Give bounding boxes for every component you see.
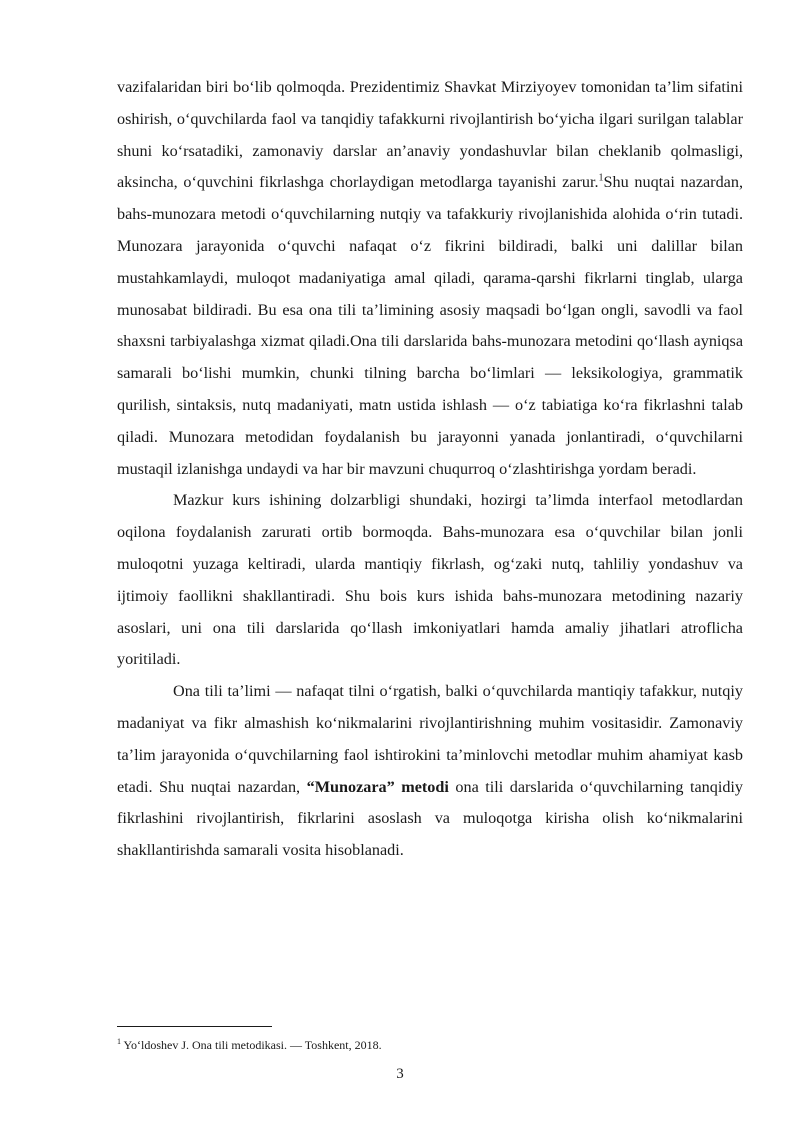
paragraph-3-part-1: Ona tili ta’limi — nafaqat tilni o‘rgatish, balki o‘quvchilarda mantiqiy tafakkur, nutqiy madaniyat va fikr almashish ko‘nikmalarini rivojlantirishning muhim vositasidir. Zamonaviy ta’lim jarayonida o‘quvchilarning faol ishtirokini ta’minlovchi metodlar muhim ahamiyat kasb etadi. Shu nuqtai nazardan, — [117, 682, 743, 796]
footnote-separator — [117, 1026, 272, 1027]
body-text — [117, 72, 743, 867]
paragraph-1-part-1: vazifalaridan biri bo‘lib qolmoqda. Prezidentimiz Shavkat Mirziyoyev tomonidan ta’lim sifatini oshirish, o‘quvchilarda faol va tanqidiy tafakkurni rivojlantirish bo‘yicha ilgari surilgan talablar shuni ko‘rsatadiki, zamonaviy darslar an’anaviy yondashuvlar bilan cheklanib qolmasligi, aksincha, o‘quvchini fikrlashga chorlaydigan metodlarga tayanishi zarur. — [117, 78, 743, 192]
page-number: 3 — [396, 1066, 404, 1082]
paragraph-1 — [117, 72, 743, 485]
footnote-text: Yo‘ldoshev J. Ona tili metodikasi. — Toshkent, 2018. — [121, 1038, 382, 1052]
bold-term: “Munozara” metodi — [306, 777, 449, 796]
paragraph-1-part-2: Shu nuqtai nazardan, bahs-munozara metodi o‘quvchilarning nutqiy va tafakkuriy rivojlanishida alohida o‘rin tutadi. Munozara jarayonida o‘quvchi nafaqat o‘z fikrini bildiradi, balki uni dalillar bilan mustahkamlaydi, muloqot madaniyatiga amal qiladi, qarama-qarshi fikrlarni tinglab, ularga munosabat bildiradi. Bu esa ona tili ta’limining asosiy maqsadi bo‘lgan ongli, savodli va faol shaxsni tarbiyalashga xizmat qiladi.Ona tili darslarida bahs-munozara metodini qo‘llash ayniqsa samarali bo‘lishi mumkin, chunki tilning barcha bo‘limlari — leksikologiya, grammatik qurilish, sintaksis, nutq madaniyati, matn ustida ishlash — o‘z tabiatiga ko‘ra fikrlashni talab qiladi. Munozara metodidan foydalanish bu jarayonni yanada jonlantiradi, o‘quvchilarni mustaqil izlanishga undaydi va har bir mavzuni chuqurroq o‘zlashtirishga yordam beradi. — [117, 173, 743, 478]
paragraph-2: Mazkur kurs ishining dolzarbligi shundaki, hozirgi ta’limda interfaol metodlardan oqilona foydalanish zarurati ortib bormoqda. Bahs-munozara esa o‘quvchilar bilan jonli muloqotni yuzaga keltiradi, ularda mantiqiy fikrlash, og‘zaki nutq, tahliliy yondashuv va ijtimoiy faollikni shakllantiradi. Shu bois kurs ishida bahs-munozara metodining nazariy asoslari, uni ona tili darslarida qo‘llash imkoniyatlari hamda amaliy jihatlari atroflicha yoritiladi. — [117, 491, 743, 669]
footnote-number: 1 — [117, 1037, 121, 1046]
footnote — [117, 1037, 743, 1053]
paragraph-3-part-2: ona tili darslarida o‘quvchilarning tanqidiy fikrlashini rivojlantirish, fikrlarini asoslash va muloqotga kirisha olish ko‘nikmalarini shakllantirishda samarali vosita hisoblanadi. — [117, 777, 743, 860]
footnote-reference: 1 — [598, 173, 604, 184]
paragraph-3 — [117, 676, 743, 867]
